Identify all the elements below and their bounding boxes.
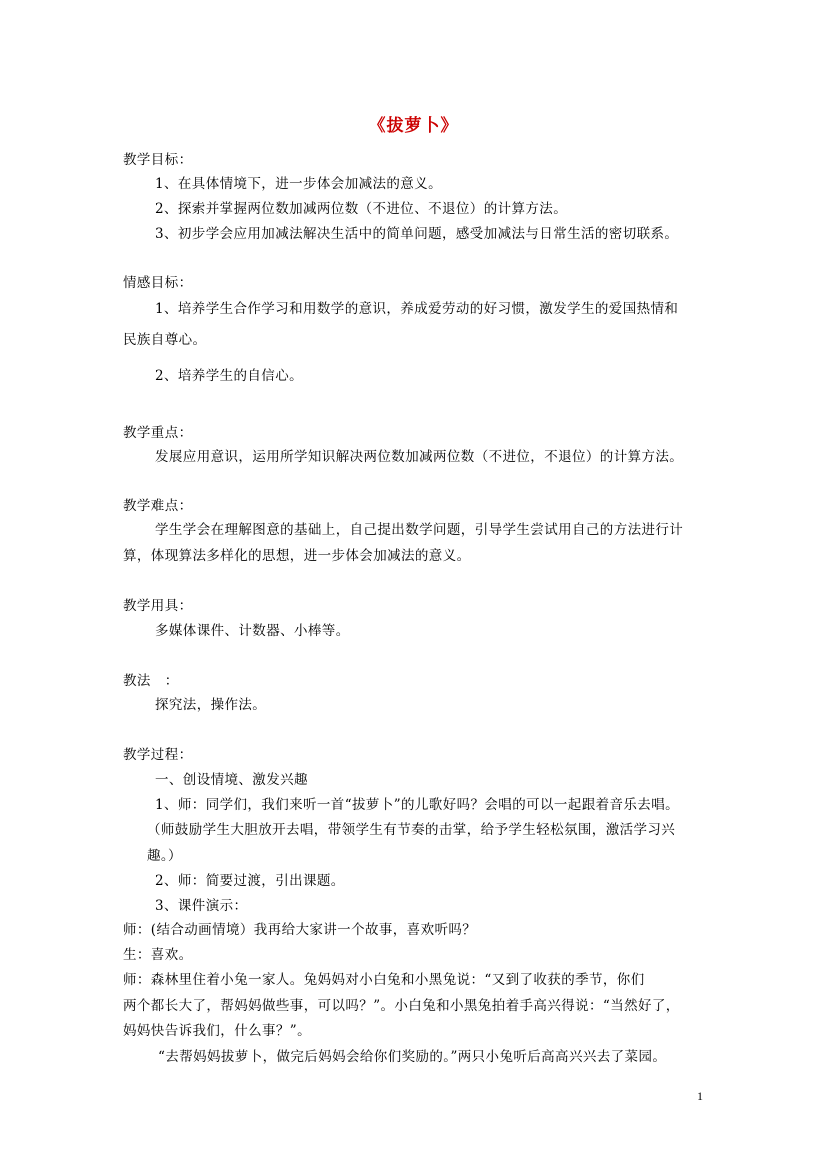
objective-item: 1、在具体情境下，进一步体会加减法的意义。: [155, 176, 442, 192]
objectives-heading: 教学目标：: [123, 152, 193, 168]
page-number: 1: [697, 1089, 703, 1103]
process-heading: 教学过程：: [123, 747, 193, 763]
process-line: 生：喜欢。: [123, 947, 193, 963]
difficulties-text: 学生学会在理解图意的基础上，自己提出数学问题，引导学生尝试用自己的方法进行计: [155, 522, 684, 538]
tools-heading: 教学用具：: [123, 598, 193, 614]
process-line: 一、创设情境、激发兴趣: [155, 772, 308, 788]
process-line: 3、课件演示：: [155, 898, 248, 914]
objective-item: 2、探索并掌握两位数加减两位数（不进位、不退位）的计算方法。: [155, 201, 568, 217]
key-points-heading: 教学重点：: [123, 425, 193, 441]
process-line: “去帮妈妈拔萝卜，做完后妈妈会给你们奖励的。”两只小兔听后高高兴兴去了菜园。: [158, 1049, 667, 1065]
difficulties-heading: 教学难点：: [123, 498, 193, 514]
process-line: 2、师：简要过渡，引出课题。: [155, 873, 345, 889]
document-title: 《拔萝卜》: [368, 116, 459, 136]
emotional-item-continued: 民族自尊心。: [123, 332, 207, 348]
process-line: 妈妈快告诉我们，什么事？”。: [123, 1023, 312, 1039]
tools-text: 多媒体课件、计数器、小棒等。: [155, 623, 350, 639]
process-line: 师：森林里住着小兔一家人。兔妈妈对小白兔和小黑兔说：“又到了收获的季节，你们: [123, 972, 645, 988]
methods-heading: 教法 ：: [123, 673, 179, 689]
process-line: 师：(结合动画情境）我再给大家讲一个故事，喜欢听吗？: [123, 922, 477, 938]
methods-text: 探究法，操作法。: [155, 697, 267, 713]
emotional-item: 2、培养学生的自信心。: [155, 368, 303, 384]
process-line: 1、师：同学们，我们来听一首“拔萝卜”的儿歌好吗？会唱的可以一起跟着音乐去唱。: [155, 797, 679, 813]
process-line: （师鼓励学生大胆放开去唱，带领学生有节奏的击掌，给予学生轻松氛围，激活学习兴: [147, 822, 676, 838]
key-points-text: 发展应用意识，运用所学知识解决两位数加减两位数（不进位，不退位）的计算方法。: [155, 449, 684, 465]
emotional-heading: 情感目标：: [123, 275, 193, 291]
process-line: 两个都长大了，帮妈妈做些事，可以吗？”。小白兔和小黑兔拍着手高兴得说：“当然好了，: [123, 998, 680, 1014]
process-line: 趣。）: [147, 848, 182, 864]
difficulties-text-continued: 算，体现算法多样化的思想，进一步体会加减法的意义。: [123, 548, 471, 564]
objective-item: 3、初步学会应用加减法解决生活中的简单问题，感受加减法与日常生活的密切联系。: [155, 226, 679, 242]
emotional-item: 1、培养学生合作学习和用数学的意识，养成爱劳动的好习惯，激发学生的爱国热情和: [155, 301, 679, 317]
